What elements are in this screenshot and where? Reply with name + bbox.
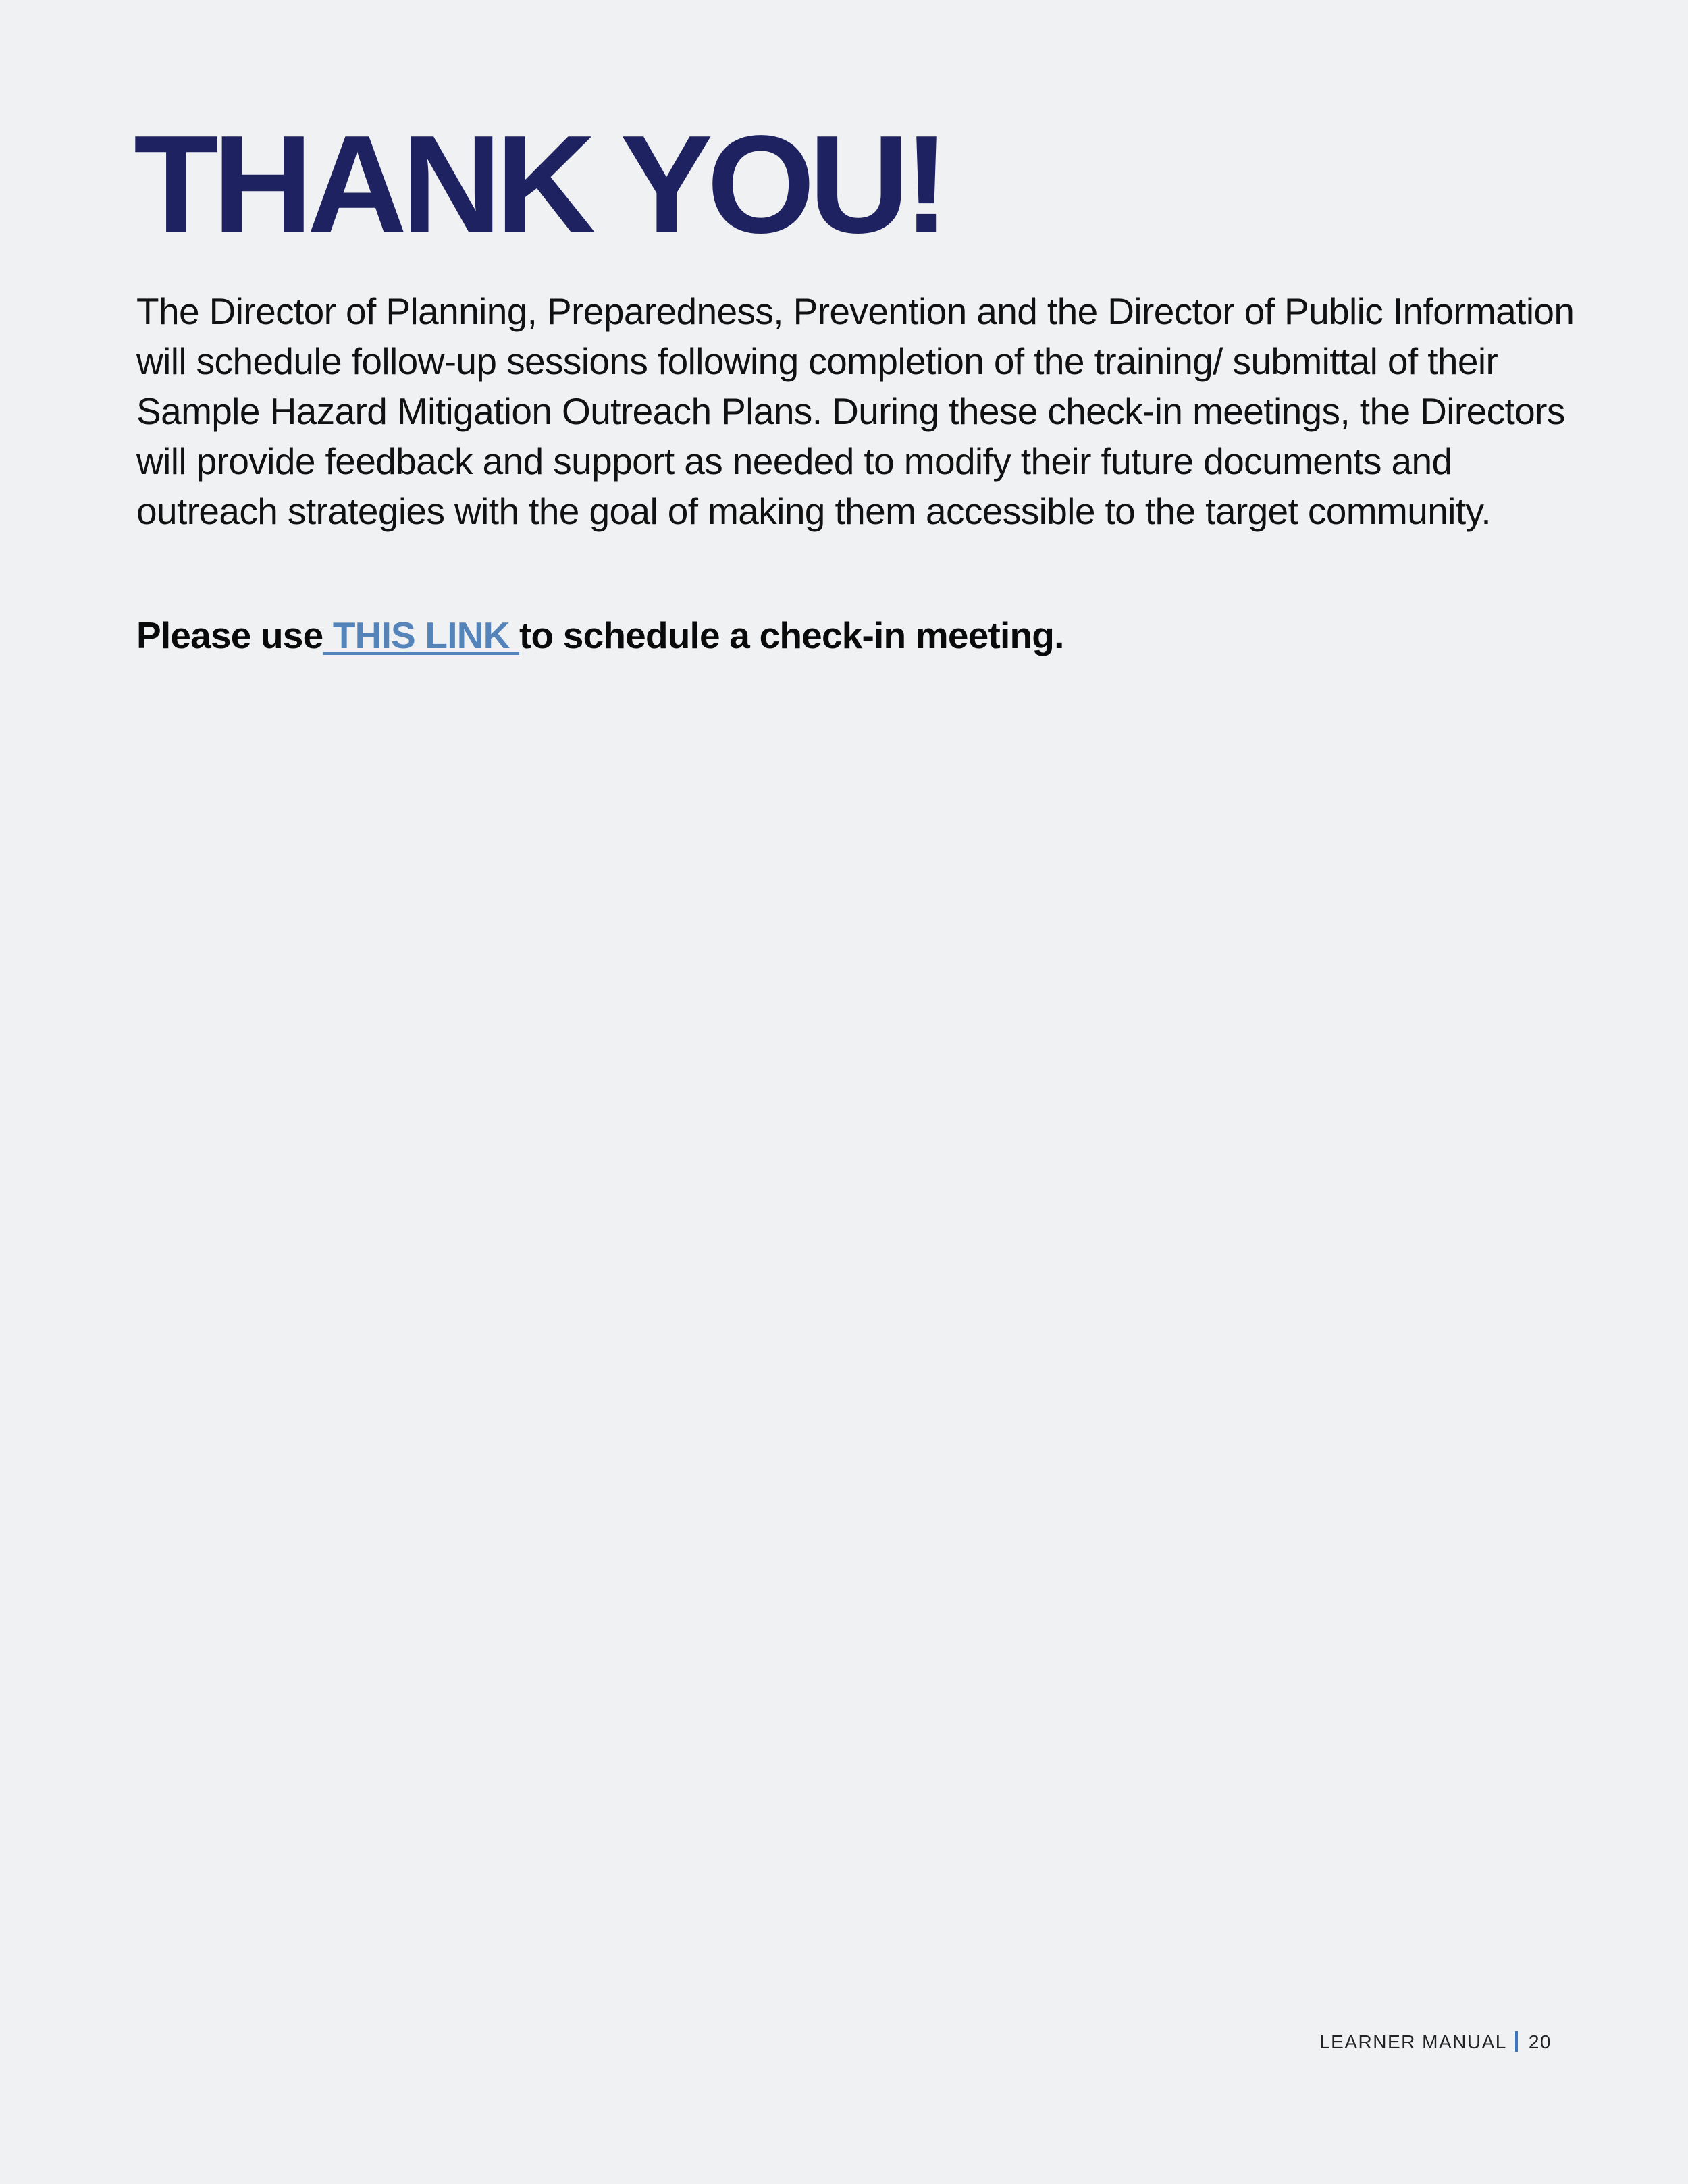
footer-manual-label: LEARNER MANUAL: [1319, 2031, 1507, 2052]
page-title: THANK YOU!: [134, 107, 944, 262]
footer-separator: [1515, 2031, 1518, 2052]
cta-suffix: to schedule a check-in meeting.: [519, 614, 1064, 656]
cta-prefix: Please use: [136, 614, 323, 656]
schedule-meeting-link[interactable]: THIS LINK: [323, 614, 520, 656]
schedule-instruction: [136, 612, 1064, 659]
body-paragraph: The Director of Planning, Preparedness, Prevention and the Director of Public Information will schedule follow-up sessions following completion of the training/ submittal of their Sample Hazard Mitigation Outreach Plans. During these check-in meetings, the Directors will provide feedback and support as needed to modify their future documents and outreach strategies with the goal of making them accessible to the target community.: [136, 290, 1575, 532]
page-number: 20: [1528, 2031, 1552, 2052]
page-footer: [1319, 2029, 1552, 2056]
